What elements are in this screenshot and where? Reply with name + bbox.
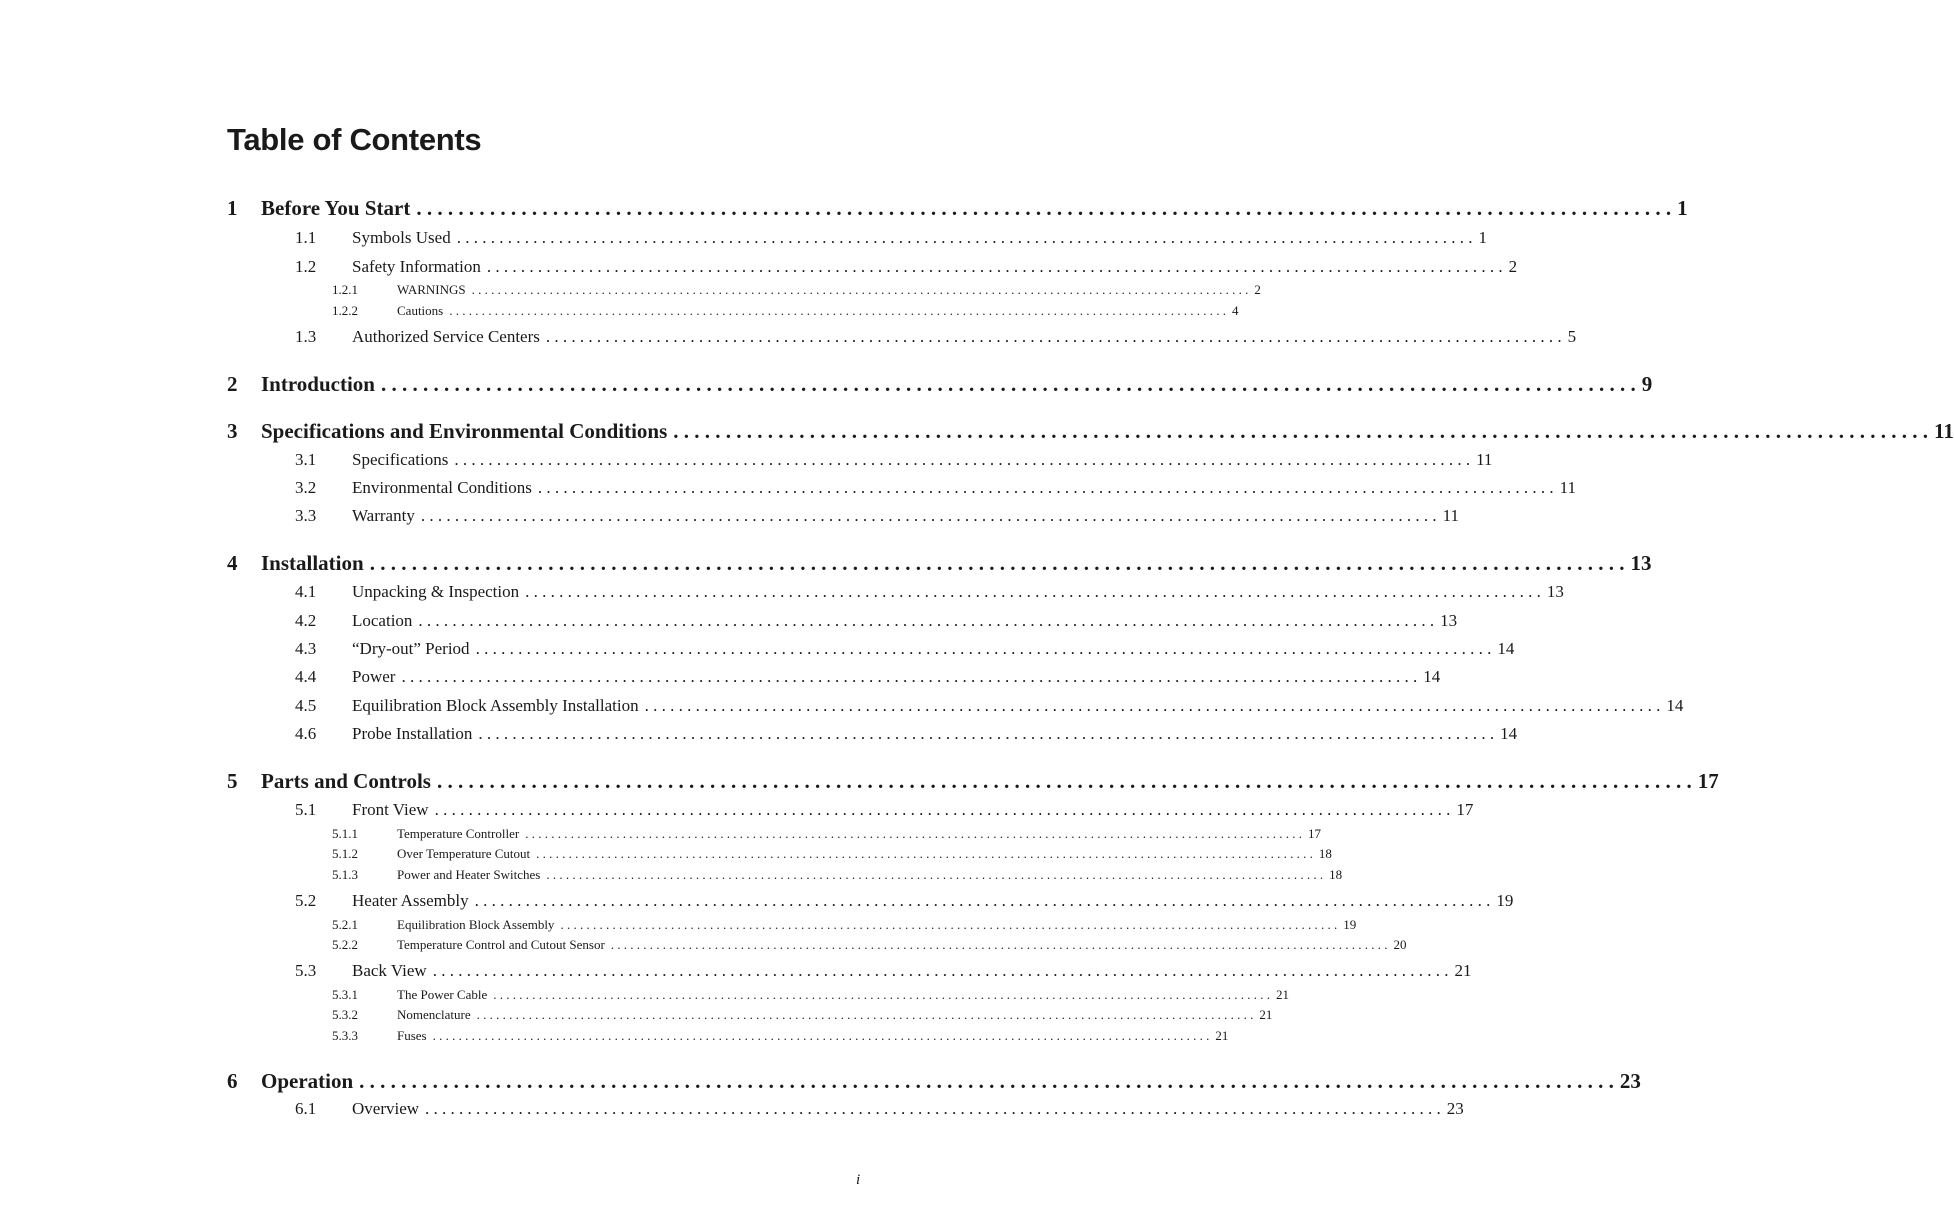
toc-entry-page: 19: [1496, 891, 1514, 910]
toc-subsection[interactable]: [332, 826, 1321, 844]
toc-entry-number: 5.1.2: [332, 846, 358, 861]
dot-leader: . . . . . . . . . . . . . . . . . . . . . . . . . . . . . . . . . . . . . . . . . . . . . . . . . . . . . . . . . . . . . . . . . . . . . . . . . . . . . . . . . . . . . . . . . . . . . . . . . . . . . . . . . . . . . . . . . . . . . . . .: [380, 372, 1636, 396]
toc-entry-title: Safety Information: [352, 257, 481, 276]
toc-chapter[interactable]: [227, 769, 1719, 799]
dot-leader: . . . . . . . . . . . . . . . . . . . . . . . . . . . . . . . . . . . . . . . . . . . . . . . . . . . . . . . . . . . . . . . . . . . . . . . . . . . . . . . . . . . . . . . . . . . . . . . . . . . . . . . . . . . . . . . . . . . . . . . .: [474, 891, 1491, 910]
toc-entry-title: Equilibration Block Assembly: [397, 917, 555, 932]
toc-section[interactable]: [295, 961, 1472, 985]
toc-entry-page: 9: [1641, 372, 1653, 396]
toc-section[interactable]: [295, 891, 1514, 915]
toc-entry-page: 17: [1697, 769, 1719, 793]
toc-entry-page: 1: [1478, 228, 1487, 247]
dot-leader: . . . . . . . . . . . . . . . . . . . . . . . . . . . . . . . . . . . . . . . . . . . . . . . . . . . . . . . . . . . . . . . . . . . . . . . . . . . . . . . . . . . . . . . . . . . . . . . . . . . . . . . . . . . . . . . . . . . . . . . .: [456, 228, 1473, 247]
toc-entry-page: 14: [1666, 696, 1684, 715]
dot-leader: . . . . . . . . . . . . . . . . . . . . . . . . . . . . . . . . . . . . . . . . . . . . . . . . . . . . . . . . . . . . . . . . . . . . . . . . . . . . . . . . . . . . . . . . . . . . . . . . . . . . . . . . . . . . . . . . . . . . . . . .: [525, 826, 1302, 841]
toc-entry-title: Back View: [352, 961, 427, 980]
toc-section[interactable]: [295, 228, 1487, 252]
toc-section[interactable]: [295, 667, 1441, 691]
toc-section[interactable]: [295, 724, 1518, 748]
toc-entry-page: 23: [1619, 1069, 1641, 1093]
toc-entry-number: 5.3.1: [332, 987, 358, 1002]
page-title: Table of Contents: [227, 122, 482, 157]
toc-entry-title: Nomenclature: [397, 1007, 471, 1022]
toc-entry-number: 5.1.1: [332, 826, 358, 841]
dot-leader: . . . . . . . . . . . . . . . . . . . . . . . . . . . . . . . . . . . . . . . . . . . . . . . . . . . . . . . . . . . . . . . . . . . . . . . . . . . . . . . . . . . . . . . . . . . . . . . . . . . . . . . . . . . . . . . . . . . . . . . .: [536, 846, 1313, 861]
toc-entry-title: Installation: [261, 551, 364, 575]
toc-entry-title: Environmental Conditions: [352, 478, 532, 497]
toc-entry-title: WARNINGS: [397, 282, 466, 297]
toc-entry-title: Temperature Control and Cutout Sensor: [397, 937, 605, 952]
dot-leader: . . . . . . . . . . . . . . . . . . . . . . . . . . . . . . . . . . . . . . . . . . . . . . . . . . . . . . . . . . . . . . . . . . . . . . . . . . . . . . . . . . . . . . . . . . . . . . . . . . . . . . . . . . . . . . . . . . . . . . . .: [432, 961, 1449, 980]
toc-entry-title: Equilibration Block Assembly Installation: [352, 696, 639, 715]
toc-chapter[interactable]: [227, 196, 1688, 226]
toc-subsection[interactable]: [332, 282, 1261, 300]
toc-entry-page: 19: [1343, 917, 1357, 932]
toc-subsection[interactable]: [332, 846, 1332, 864]
toc-entry-title: Location: [352, 611, 413, 630]
page-number: i: [856, 1172, 861, 1188]
dot-leader: . . . . . . . . . . . . . . . . . . . . . . . . . . . . . . . . . . . . . . . . . . . . . . . . . . . . . . . . . . . . . . . . . . . . . . . . . . . . . . . . . . . . . . . . . . . . . . . . . . . . . . . . . . . . . . . . . . . . . . . .: [486, 257, 1503, 276]
toc-entry-page: 23: [1446, 1099, 1464, 1118]
toc-entry-number: 4.2: [295, 611, 317, 630]
toc-entry-page: 4: [1231, 303, 1239, 318]
toc-section[interactable]: [295, 582, 1564, 606]
dot-leader: . . . . . . . . . . . . . . . . . . . . . . . . . . . . . . . . . . . . . . . . . . . . . . . . . . . . . . . . . . . . . . . . . . . . . . . . . . . . . . . . . . . . . . . . . . . . . . . . . . . . . . . . . . . . . . . . . . . . . . . .: [369, 551, 1625, 575]
toc-entry-title: Fuses: [397, 1028, 427, 1043]
toc-entry-page: 14: [1423, 667, 1441, 686]
dot-leader: . . . . . . . . . . . . . . . . . . . . . . . . . . . . . . . . . . . . . . . . . . . . . . . . . . . . . . . . . . . . . . . . . . . . . . . . . . . . . . . . . . . . . . . . . . . . . . . . . . . . . . . . . . . . . . . . . . . . . . . .: [454, 450, 1471, 469]
toc-entry-page: 18: [1329, 867, 1343, 882]
toc-entry-number: 4.5: [295, 696, 317, 715]
toc-entry-number: 4.3: [295, 639, 317, 658]
dot-leader: . . . . . . . . . . . . . . . . . . . . . . . . . . . . . . . . . . . . . . . . . . . . . . . . . . . . . . . . . . . . . . . . . . . . . . . . . . . . . . . . . . . . . . . . . . . . . . . . . . . . . . . . . . . . . . . . . . . . . . . .: [644, 696, 1661, 715]
dot-leader: . . . . . . . . . . . . . . . . . . . . . . . . . . . . . . . . . . . . . . . . . . . . . . . . . . . . . . . . . . . . . . . . . . . . . . . . . . . . . . . . . . . . . . . . . . . . . . . . . . . . . . . . . . . . . . . . . . . . . . . .: [432, 1028, 1210, 1043]
toc-entry-page: 11: [1559, 478, 1577, 497]
toc-entry-number: 5.3.2: [332, 1007, 358, 1022]
toc-entry-page: 21: [1454, 961, 1472, 980]
toc-entry-title: “Dry-out” Period: [352, 639, 470, 658]
toc-subsection[interactable]: [332, 867, 1343, 885]
toc-entry-page: 14: [1497, 639, 1515, 658]
dot-leader: . . . . . . . . . . . . . . . . . . . . . . . . . . . . . . . . . . . . . . . . . . . . . . . . . . . . . . . . . . . . . . . . . . . . . . . . . . . . . . . . . . . . . . . . . . . . . . . . . . . . . . . . . . . . . . . . . . . . . . . .: [416, 196, 1672, 220]
dot-leader: . . . . . . . . . . . . . . . . . . . . . . . . . . . . . . . . . . . . . . . . . . . . . . . . . . . . . . . . . . . . . . . . . . . . . . . . . . . . . . . . . . . . . . . . . . . . . . . . . . . . . . . . . . . . . . . . . . . . . . . .: [546, 867, 1324, 882]
toc-chapter[interactable]: [227, 1069, 1641, 1099]
toc-entry-title: Power and Heater Switches: [397, 867, 541, 882]
toc-entry-number: 3.3: [295, 506, 317, 525]
toc-entry-page: 17: [1307, 826, 1321, 841]
toc-entry-title: Before You Start: [261, 196, 411, 220]
toc-entry-title: Warranty: [352, 506, 415, 525]
toc-entry-number: 5: [227, 769, 238, 793]
toc-entry-title: Specifications and Environmental Conditions: [261, 419, 668, 443]
toc-entry-page: 11: [1442, 506, 1459, 525]
toc-entry-page: 2: [1254, 282, 1261, 297]
dot-leader: . . . . . . . . . . . . . . . . . . . . . . . . . . . . . . . . . . . . . . . . . . . . . . . . . . . . . . . . . . . . . . . . . . . . . . . . . . . . . . . . . . . . . . . . . . . . . . . . . . . . . . . . . . . . . . . . . . . . . . . .: [525, 582, 1541, 601]
toc-section[interactable]: [295, 327, 1577, 351]
dot-leader: . . . . . . . . . . . . . . . . . . . . . . . . . . . . . . . . . . . . . . . . . . . . . . . . . . . . . . . . . . . . . . . . . . . . . . . . . . . . . . . . . . . . . . . . . . . . . . . . . . . . . . . . . . . . . . . . . . . . . . . .: [673, 419, 1929, 443]
toc-entry-number: 3.1: [295, 450, 317, 469]
toc-entry-number: 1.3: [295, 327, 317, 346]
toc-entry-number: 1.1: [295, 228, 317, 247]
toc-chapter[interactable]: [227, 551, 1652, 581]
toc-chapter[interactable]: [227, 419, 1954, 449]
dot-leader: . . . . . . . . . . . . . . . . . . . . . . . . . . . . . . . . . . . . . . . . . . . . . . . . . . . . . . . . . . . . . . . . . . . . . . . . . . . . . . . . . . . . . . . . . . . . . . . . . . . . . . . . . . . . . . . . . . . . . . . .: [475, 639, 1492, 658]
toc-section[interactable]: [295, 639, 1515, 663]
toc-entry-number: 4.1: [295, 582, 317, 601]
toc-entry-number: 1: [227, 196, 238, 220]
toc-entry-title: Overview: [352, 1099, 420, 1118]
toc-subsection[interactable]: [332, 1028, 1229, 1046]
toc-entry-title: The Power Cable: [397, 987, 488, 1002]
dot-leader: . . . . . . . . . . . . . . . . . . . . . . . . . . . . . . . . . . . . . . . . . . . . . . . . . . . . . . . . . . . . . . . . . . . . . . . . . . . . . . . . . . . . . . . . . . . . . . . . . . . . . . . . . . . . . . . . . . . . . . . .: [478, 724, 1495, 743]
toc-entry-number: 6.1: [295, 1099, 317, 1118]
toc-subsection[interactable]: [332, 1007, 1273, 1025]
toc-entry-number: 5.1.3: [332, 867, 358, 882]
toc-entry-title: Authorized Service Centers: [352, 327, 540, 346]
dot-leader: . . . . . . . . . . . . . . . . . . . . . . . . . . . . . . . . . . . . . . . . . . . . . . . . . . . . . . . . . . . . . . . . . . . . . . . . . . . . . . . . . . . . . . . . . . . . . . . . . . . . . . . . . . . . . . . . . . . . . . . .: [545, 327, 1562, 346]
toc-entry-page: 2: [1508, 257, 1518, 276]
toc-section[interactable]: [295, 506, 1459, 530]
toc-entry-page: 13: [1630, 551, 1652, 575]
toc-entry-page: 14: [1500, 724, 1518, 743]
dot-leader: . . . . . . . . . . . . . . . . . . . . . . . . . . . . . . . . . . . . . . . . . . . . . . . . . . . . . . . . . . . . . . . . . . . . . . . . . . . . . . . . . . . . . . . . . . . . . . . . . . . . . . . . . . . . . . . . . . . . . . . .: [537, 478, 1554, 497]
toc-section[interactable]: [295, 257, 1518, 281]
toc-entry-title: Unpacking & Inspection: [352, 582, 520, 601]
toc-section[interactable]: [295, 478, 1577, 502]
dot-leader: . . . . . . . . . . . . . . . . . . . . . . . . . . . . . . . . . . . . . . . . . . . . . . . . . . . . . . . . . . . . . . . . . . . . . . . . . . . . . . . . . . . . . . . . . . . . . . . . . . . . . . . . . . . . . . . . . . . . . . . .: [434, 800, 1451, 819]
toc-entry-title: Heater Assembly: [352, 891, 469, 910]
toc-entry-page: 5: [1567, 327, 1577, 346]
toc-section[interactable]: [295, 696, 1684, 720]
toc-section[interactable]: [295, 611, 1458, 635]
toc-entry-number: 6: [227, 1069, 238, 1093]
toc-entry-title: Specifications: [352, 450, 449, 469]
dot-leader: . . . . . . . . . . . . . . . . . . . . . . . . . . . . . . . . . . . . . . . . . . . . . . . . . . . . . . . . . . . . . . . . . . . . . . . . . . . . . . . . . . . . . . . . . . . . . . . . . . . . . . . . . . . . . . . . . . . . . . . .: [476, 1007, 1254, 1022]
toc-entry-number: 4: [227, 551, 238, 575]
toc-entry-number: 4.6: [295, 724, 317, 743]
dot-leader: . . . . . . . . . . . . . . . . . . . . . . . . . . . . . . . . . . . . . . . . . . . . . . . . . . . . . . . . . . . . . . . . . . . . . . . . . . . . . . . . . . . . . . . . . . . . . . . . . . . . . . . . . . . . . . . . . . . . . . . .: [493, 987, 1271, 1002]
toc-entry-page: 20: [1393, 937, 1407, 952]
toc-entry-title: Over Temperature Cutout: [397, 846, 531, 861]
toc-entry-number: 2: [227, 372, 238, 396]
dot-leader: . . . . . . . . . . . . . . . . . . . . . . . . . . . . . . . . . . . . . . . . . . . . . . . . . . . . . . . . . . . . . . . . . . . . . . . . . . . . . . . . . . . . . . . . . . . . . . . . . . . . . . . . . . . . . . . . . . . . . . . .: [471, 282, 1249, 297]
toc-entry-page: 1: [1677, 196, 1688, 220]
toc-entry-number: 4.4: [295, 667, 317, 686]
dot-leader: . . . . . . . . . . . . . . . . . . . . . . . . . . . . . . . . . . . . . . . . . . . . . . . . . . . . . . . . . . . . . . . . . . . . . . . . . . . . . . . . . . . . . . . . . . . . . . . . . . . . . . . . . . . . . . . . . . . . . . . .: [359, 1069, 1614, 1093]
toc-entry-page: 21: [1215, 1028, 1229, 1043]
dot-leader: . . . . . . . . . . . . . . . . . . . . . . . . . . . . . . . . . . . . . . . . . . . . . . . . . . . . . . . . . . . . . . . . . . . . . . . . . . . . . . . . . . . . . . . . . . . . . . . . . . . . . . . . . . . . . . . . . . . . . . . .: [560, 917, 1338, 932]
dot-leader: . . . . . . . . . . . . . . . . . . . . . . . . . . . . . . . . . . . . . . . . . . . . . . . . . . . . . . . . . . . . . . . . . . . . . . . . . . . . . . . . . . . . . . . . . . . . . . . . . . . . . . . . . . . . . . . . . . . . . . . .: [425, 1099, 1441, 1118]
toc-entry-page: 13: [1546, 582, 1564, 601]
toc-entry-number: 5.2.2: [332, 937, 358, 952]
toc-entry-number: 1.2: [295, 257, 317, 276]
toc-subsection[interactable]: [332, 303, 1239, 321]
toc-entry-number: 5.3: [295, 961, 317, 980]
toc-entry-title: Cautions: [397, 303, 444, 318]
toc-section[interactable]: [295, 450, 1493, 474]
dot-leader: . . . . . . . . . . . . . . . . . . . . . . . . . . . . . . . . . . . . . . . . . . . . . . . . . . . . . . . . . . . . . . . . . . . . . . . . . . . . . . . . . . . . . . . . . . . . . . . . . . . . . . . . . . . . . . . . . . . . . . . .: [401, 667, 1418, 686]
dot-leader: . . . . . . . . . . . . . . . . . . . . . . . . . . . . . . . . . . . . . . . . . . . . . . . . . . . . . . . . . . . . . . . . . . . . . . . . . . . . . . . . . . . . . . . . . . . . . . . . . . . . . . . . . . . . . . . . . . . . . . . .: [449, 303, 1226, 318]
toc-entry-title: Introduction: [261, 372, 375, 396]
toc-section[interactable]: [295, 1099, 1464, 1123]
toc-entry-title: Operation: [261, 1069, 354, 1093]
dot-leader: . . . . . . . . . . . . . . . . . . . . . . . . . . . . . . . . . . . . . . . . . . . . . . . . . . . . . . . . . . . . . . . . . . . . . . . . . . . . . . . . . . . . . . . . . . . . . . . . . . . . . . . . . . . . . . . . . . . . . . . .: [436, 769, 1692, 793]
toc-entry-title: Front View: [352, 800, 429, 819]
dot-leader: . . . . . . . . . . . . . . . . . . . . . . . . . . . . . . . . . . . . . . . . . . . . . . . . . . . . . . . . . . . . . . . . . . . . . . . . . . . . . . . . . . . . . . . . . . . . . . . . . . . . . . . . . . . . . . . . . . . . . . . .: [418, 611, 1435, 630]
toc-entry-number: 5.3.3: [332, 1028, 358, 1043]
toc-section[interactable]: [295, 800, 1474, 824]
toc-entry-title: Temperature Controller: [397, 826, 520, 841]
toc-entry-title: Probe Installation: [352, 724, 473, 743]
toc-chapter[interactable]: [227, 372, 1653, 402]
toc-entry-page: 21: [1259, 1007, 1273, 1022]
toc-entry-number: 1.2.2: [332, 303, 358, 318]
toc-subsection[interactable]: [332, 987, 1290, 1005]
toc-entry-page: 21: [1276, 987, 1290, 1002]
toc-entry-number: 5.2.1: [332, 917, 358, 932]
toc-entry-number: 5.1: [295, 800, 317, 819]
toc-entry-title: Symbols Used: [352, 228, 451, 247]
toc-entry-number: 5.2: [295, 891, 317, 910]
toc-entry-number: 3: [227, 419, 238, 443]
toc-entry-number: 1.2.1: [332, 282, 358, 297]
toc-entry-page: 11: [1934, 419, 1954, 443]
toc-entry-page: 11: [1476, 450, 1493, 469]
toc-entry-page: 17: [1456, 800, 1474, 819]
toc-subsection[interactable]: [332, 917, 1357, 935]
toc-entry-title: Power: [352, 667, 396, 686]
toc-entry-page: 13: [1440, 611, 1458, 630]
toc-entry-page: 18: [1318, 846, 1332, 861]
toc-subsection[interactable]: [332, 937, 1407, 955]
dot-leader: . . . . . . . . . . . . . . . . . . . . . . . . . . . . . . . . . . . . . . . . . . . . . . . . . . . . . . . . . . . . . . . . . . . . . . . . . . . . . . . . . . . . . . . . . . . . . . . . . . . . . . . . . . . . . . . . . . . . . . . .: [420, 506, 1437, 525]
toc-entry-title: Parts and Controls: [261, 769, 431, 793]
dot-leader: . . . . . . . . . . . . . . . . . . . . . . . . . . . . . . . . . . . . . . . . . . . . . . . . . . . . . . . . . . . . . . . . . . . . . . . . . . . . . . . . . . . . . . . . . . . . . . . . . . . . . . . . . . . . . . . . . . . . . . . .: [610, 937, 1388, 952]
toc-entry-number: 3.2: [295, 478, 317, 497]
